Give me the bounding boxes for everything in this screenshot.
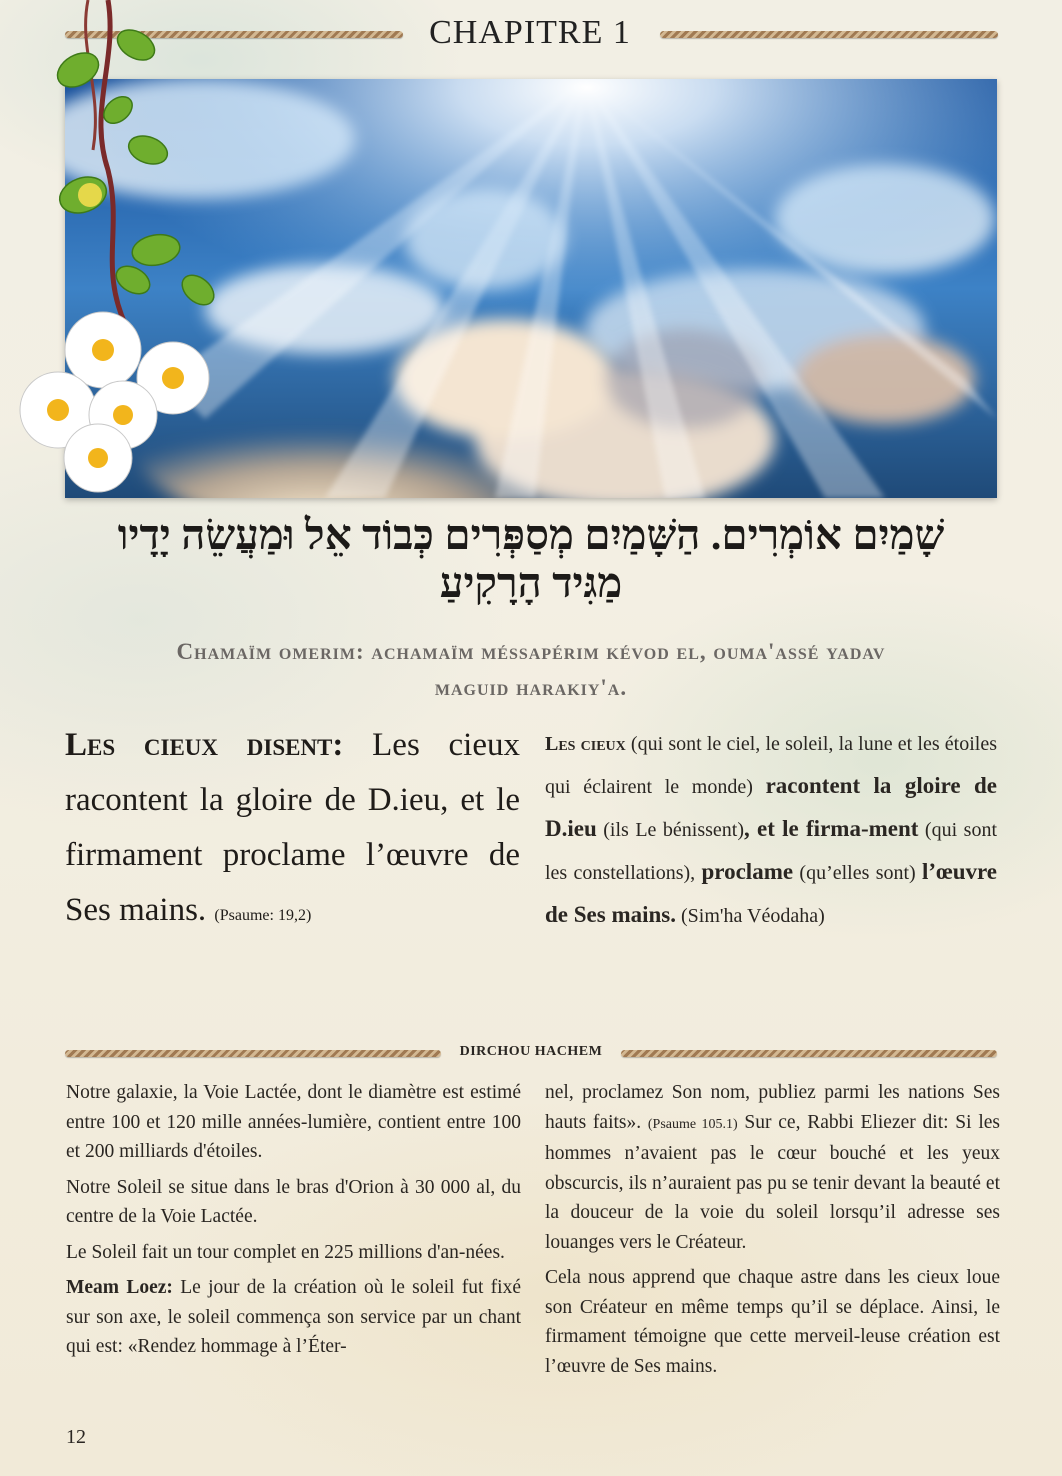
body-paragraph: Notre Soleil se situe dans le bras d'Orion à 30 000 al, du centre de la Voie Lactée. (66, 1176, 521, 1227)
section-rope-left (65, 1050, 441, 1057)
psalm-reference: (Psaume 105.1) (647, 1116, 738, 1132)
rope-divider-right (660, 31, 998, 38)
verse-translation-text: Les cieux racontent la gloire de D.ieu, et le firmament proclame l’œuvre de Ses mains. (65, 727, 520, 928)
page-number: 12 (66, 1426, 86, 1448)
transliteration (65, 634, 997, 706)
verse-commentary (545, 724, 997, 937)
body-paragraph (66, 1273, 521, 1362)
vine-daisy-decoration-icon (8, 0, 228, 500)
commentary-text-5: (Sim'ha Véodaha) (676, 905, 825, 927)
commentary-bold-3: proclame (701, 859, 794, 884)
hebrew-verse (65, 512, 997, 608)
commentary-bold-1: racontent la gloire de D.ieu (545, 773, 998, 841)
meam-loez-lead: Meam Loez: (66, 1277, 173, 1298)
commentary-text-1: (qui sont le ciel, le soleil, la lune et les étoiles qui éclairent le monde) (545, 733, 997, 798)
body-paragraph: Le Soleil fait un tour complet en 225 millions d'an-nées. (66, 1241, 505, 1263)
body-text: Sur ce, Rabbi Eliezer dit: Si les hommes n’avaient pas le cœur bouché et les yeux obscurcis, ils n’auraient pas pu se tenir devant la beauté et la douceur de la voie du soleil lorsqu’il adresse ses louanges vers le Créateur. (545, 1111, 1000, 1253)
body-column-left (66, 1078, 521, 1368)
body-paragraph (545, 1078, 1000, 1257)
transliteration-line-2: maguid harakiy'a. (434, 675, 628, 700)
chapter-title: CHAPITRE 1 (429, 14, 631, 51)
verse-translation-lead: Les cieux disent: (65, 727, 344, 763)
commentary-text-2: (ils Le bénissent) (596, 819, 745, 841)
verse-translation (65, 718, 520, 943)
body-paragraph: Cela nous apprend que chaque astre dans les cieux loue son Créateur en même temps qu’il se déplace. Ainsi, le firmament témoigne que cette merveil-leuse création est l’œuvre de Ses mains. (545, 1267, 1000, 1377)
commentary-text-3: (qui sont les constellations), (545, 819, 997, 884)
commentary-bold-4: l’œuvre de Ses mains. (545, 859, 997, 927)
transliteration-line-1: Chamaïm omerim: achamaïm méssapérim kévod el, ouma'assé yadav (176, 639, 886, 664)
hebrew-verse-line-2: מַגִּיד הָרָקִיעַ (439, 561, 623, 607)
section-rope-right (621, 1050, 997, 1057)
body-paragraph: Notre galaxie, la Voie Lactée, dont le diamètre est estimé entre 100 et 120 mille années-lumière, contient entre 100 et 200 milliards d'étoiles. (66, 1082, 521, 1162)
commentary-bold-2: , et le firma-ment (744, 816, 919, 841)
body-column-right (545, 1078, 1000, 1387)
verse-reference: (Psaume: 19,2) (214, 907, 312, 924)
body-text: nel, proclamez Son nom, publiez parmi les nations Ses hauts faits». (545, 1082, 1000, 1133)
commentary-lead: Les cieux (545, 733, 626, 755)
commentary-text-4: (qu’elles sont) (793, 862, 923, 884)
meam-loez-text: Le jour de la création où le soleil fut fixé sur son axe, le soleil commença son service par un chant qui est: «Rendez hommage à l’Éter- (66, 1277, 521, 1357)
section-label: DIRCHOU HACHEM (459, 1044, 603, 1059)
hebrew-verse-line-1: שָׁמַיִם אוֹמְרִים. הַשָּׁמַיִם מְסַפְּרִים כְּבוֹד אֵל וּמַעֲשֵׂה יָדָיו (117, 513, 945, 559)
